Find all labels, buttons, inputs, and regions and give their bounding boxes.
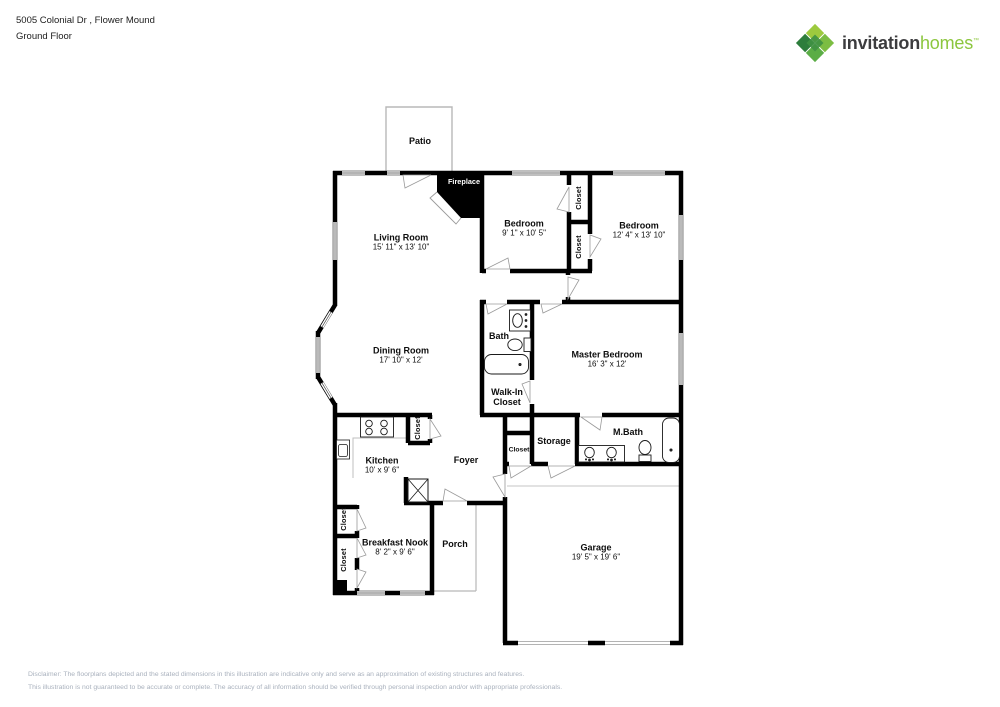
mbath-door — [581, 417, 602, 430]
room-label-fireplace: Fireplace — [447, 177, 481, 186]
garage-entry-door — [493, 474, 505, 497]
nook-closet-a-door — [357, 509, 366, 531]
room-label-closet-b1: Closet — [574, 186, 583, 210]
room-label-mbath: M.Bath — [613, 427, 643, 437]
nook-closet-b-door2 — [357, 569, 366, 588]
bedroom2-door — [568, 277, 579, 299]
logo-word-homes: homes — [920, 32, 974, 53]
logo-word-invitation: invitation — [842, 32, 920, 53]
page-subtitle-floor: Ground Floor — [16, 31, 72, 42]
patio-door — [403, 175, 431, 188]
chimney-block — [333, 580, 347, 593]
master-door — [541, 304, 562, 313]
mbath-tub-icon — [663, 418, 680, 463]
mbath-toilet-icon — [639, 441, 651, 462]
page-title-address: 5005 Colonial Dr , Flower Mound — [16, 15, 155, 26]
room-label-porch: Porch — [442, 539, 468, 549]
closet2-door — [590, 235, 601, 257]
room-label-bedroom2: Bedroom 12' 4" x 13' 10" — [612, 220, 666, 240]
bath-door — [486, 304, 507, 314]
disclaimer-line2: This illustration is not guaranteed to be accurate or complete. The accuracy of all information should be verified through personal inspection and/or with appropriate professionals. — [28, 684, 563, 691]
kitchen-closet-door — [430, 419, 441, 439]
room-label-breakfast-nook: Breakfast Nook 8' 2" x 9' 6" — [361, 537, 429, 557]
logo-trademark: ™ — [973, 37, 979, 44]
kitchen-sink-icon — [337, 440, 350, 459]
room-label-bedroom1: Bedroom 9' 1" x 10' 5" — [502, 218, 546, 238]
bath-tub-icon — [485, 355, 529, 375]
mbath-double-vanity-icon — [579, 446, 625, 463]
room-label-bath: Bath — [489, 331, 509, 341]
bath-toilet-icon — [508, 338, 531, 352]
room-label-master-bedroom: Master Bedroom 16' 3" x 12' — [571, 349, 643, 369]
room-label-kitchen: Kitchen 10' x 9' 6" — [364, 455, 400, 475]
front-door — [443, 489, 467, 501]
closet1-door — [557, 187, 569, 212]
kitchen-island — [408, 479, 428, 502]
room-label-hall-closet: Closet — [508, 446, 530, 454]
room-label-garage: Garage 19' 5" x 19' 6" — [571, 542, 621, 562]
room-label-kitchen-closet: Closet — [413, 416, 422, 440]
room-label-foyer: Foyer — [453, 455, 479, 465]
room-label-living-room: Living Room 15' 11" x 13' 10" — [372, 232, 430, 252]
room-label-dining-room: Dining Room 17' 10" x 12' — [373, 345, 429, 365]
hall-closet-door — [509, 466, 531, 478]
bath-fixtures — [485, 310, 532, 374]
stove-icon — [361, 417, 394, 437]
room-label-nook-closet-a: Closet — [339, 507, 348, 531]
bedroom1-door — [486, 258, 510, 269]
bath-sink-icon — [510, 310, 531, 331]
room-label-closet-b2: Closet — [574, 235, 583, 259]
disclaimer-line1: Disclaimer: The floorplans depicted and the stated dimensions in this illustration are indicative only and serve as an approximation of existing structures and features. — [28, 671, 525, 678]
room-label-nook-closet-b: Closet — [339, 548, 348, 572]
room-label-storage: Storage — [537, 436, 571, 446]
room-label-patio: Patio — [408, 136, 432, 146]
storage-door — [548, 466, 575, 478]
room-label-walkin-closet: Walk-In Closet — [491, 387, 523, 407]
